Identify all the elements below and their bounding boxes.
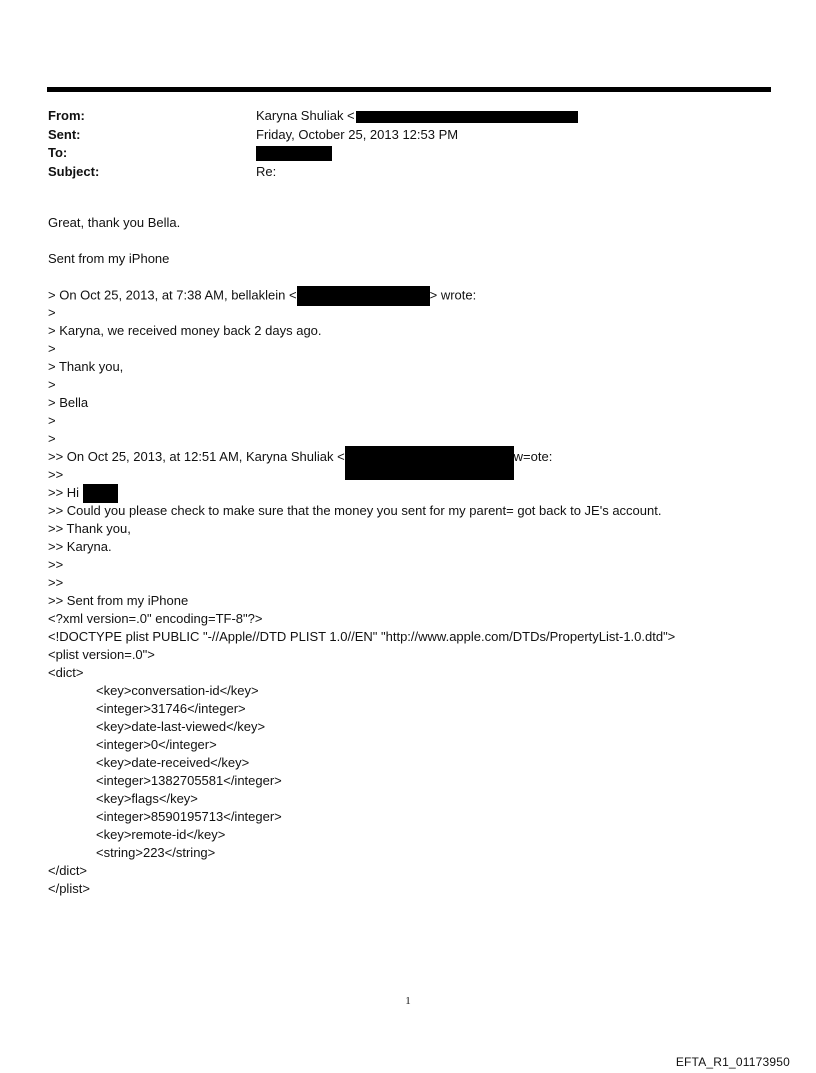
quote-line: > bbox=[48, 431, 56, 446]
nested-quote-hi: >> Hi bbox=[48, 485, 83, 500]
quote2-header-line bbox=[48, 448, 788, 466]
quote-line: > bbox=[48, 377, 56, 392]
plist-entry: <key>date-received</key> bbox=[96, 755, 250, 770]
nested-quote-check-line: >> Could you please check to make sure that the money you sent for my parent= got back to JE's account. bbox=[48, 503, 662, 518]
from-label: From: bbox=[48, 108, 85, 123]
to-value bbox=[256, 144, 332, 163]
plist-entry: <integer>0</integer> bbox=[96, 737, 217, 752]
plist-dict-open: <dict> bbox=[48, 665, 84, 680]
plist-open-tag: <plist version=.0"> bbox=[48, 647, 155, 662]
page-number: 1 bbox=[405, 995, 411, 1007]
quote-bella-line: > Bella bbox=[48, 395, 89, 410]
from-name: Karyna Shuliak < bbox=[256, 108, 355, 123]
nested-quote-line: >> bbox=[48, 467, 64, 482]
plist-entry: <integer>1382705581</integer> bbox=[96, 773, 282, 788]
nested-quote-line: >> bbox=[48, 575, 64, 590]
top-rule bbox=[47, 87, 771, 92]
quote-line: > bbox=[48, 341, 56, 356]
plist-entry: <key>remote-id</key> bbox=[96, 827, 226, 842]
quote1-prefix: > On Oct 25, 2013, at 7:38 AM, bellaklein < bbox=[48, 287, 297, 303]
to-label: To: bbox=[48, 145, 68, 160]
subject-value: Re: bbox=[256, 163, 277, 179]
plist-xml-declaration: <?xml version=.0" encoding=TF-8"?> bbox=[48, 611, 263, 626]
nested-quote-karyna-line: >> Karyna. bbox=[48, 539, 112, 554]
redaction-from-email bbox=[356, 111, 578, 123]
quote1-suffix: > wrote: bbox=[429, 287, 477, 303]
plist-entry: <integer>8590195713</integer> bbox=[96, 809, 282, 824]
quote-line: > bbox=[48, 413, 56, 428]
from-row bbox=[48, 107, 748, 126]
quote2-suffix: w=ote: bbox=[513, 449, 553, 464]
subject-row bbox=[48, 163, 748, 182]
nested-quote-thanks-line: >> Thank you, bbox=[48, 521, 131, 536]
plist-dict-close: </dict> bbox=[48, 863, 88, 878]
plist-entry: <key>conversation-id</key> bbox=[96, 683, 259, 698]
quote2-prefix: >> On Oct 25, 2013, at 12:51 AM, Karyna Shuliak < bbox=[48, 449, 345, 464]
quote-line: > bbox=[48, 305, 56, 320]
quote-thanks-line: > Thank you, bbox=[48, 359, 124, 374]
from-value bbox=[256, 107, 578, 126]
plist-entry: <string>223</string> bbox=[96, 845, 216, 860]
nested-quote-sent-line: >> Sent from my iPhone bbox=[48, 593, 189, 608]
redaction-recipient-name bbox=[83, 484, 118, 503]
plist-entry: <key>date-last-viewed</key> bbox=[96, 719, 266, 734]
sent-value: Friday, October 25, 2013 12:53 PM bbox=[256, 126, 459, 142]
plist-entry: <key>flags</key> bbox=[96, 791, 198, 806]
signature-line: Sent from my iPhone bbox=[48, 251, 170, 266]
subject-label: Subject: bbox=[48, 163, 100, 179]
email-header bbox=[48, 107, 748, 181]
quote-money-line: > Karyna, we received money back 2 days ago. bbox=[48, 323, 322, 338]
plist-close-tag: </plist> bbox=[48, 881, 90, 896]
email-body bbox=[48, 214, 788, 898]
to-row bbox=[48, 144, 748, 163]
nested-quote-line: >> bbox=[48, 557, 64, 572]
redaction-bella-email bbox=[297, 286, 430, 306]
document-id: EFTA_R1_01173950 bbox=[675, 1055, 790, 1069]
plist-entry: <integer>31746</integer> bbox=[96, 701, 246, 716]
sent-label: Sent: bbox=[48, 126, 81, 142]
greeting-line: Great, thank you Bella. bbox=[48, 215, 181, 230]
redaction-to-recipient bbox=[256, 146, 332, 161]
nested-quote-hi-line bbox=[48, 484, 788, 502]
plist-doctype: <!DOCTYPE plist PUBLIC "-//Apple//DTD PLIST 1.0//EN" "http://www.apple.com/DTDs/PropertyList-1.0.dtd"> bbox=[48, 629, 676, 644]
sent-row bbox=[48, 126, 748, 145]
quote1-header-line bbox=[48, 286, 788, 304]
